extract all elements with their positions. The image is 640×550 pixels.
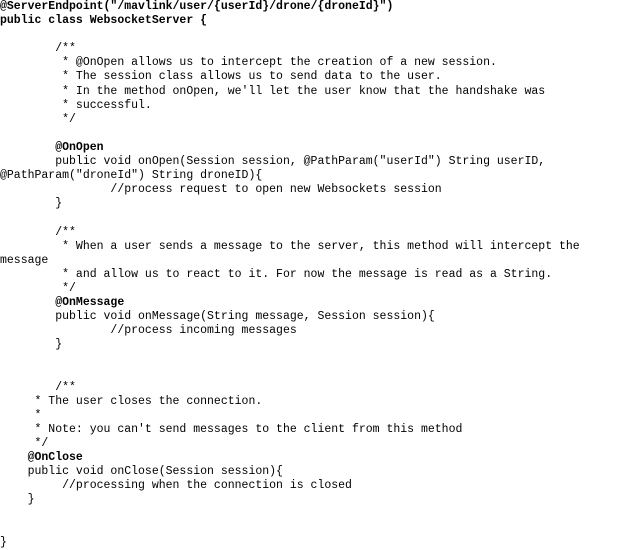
code-line xyxy=(0,507,640,521)
code-line: * The session class allows us to send data to the user. xyxy=(0,70,442,84)
code-line xyxy=(0,28,640,42)
code-line-annotation: @ServerEndpoint("/mavlink/user/{userId}/drone/{droneId}") xyxy=(0,0,394,13)
code-line-annotation: @OnClose xyxy=(0,451,83,464)
code-line: } xyxy=(0,338,63,352)
code-line xyxy=(0,211,640,225)
code-line xyxy=(0,127,640,141)
code-line: /** xyxy=(0,380,76,394)
code-line: @PathParam("droneId") String droneID){ xyxy=(0,169,263,183)
code-line: * When a user sends a message to the server, this method will intercept the xyxy=(0,239,580,253)
code-line: //processing when the connection is closed xyxy=(0,479,352,493)
code-line: * The user closes the connection. xyxy=(0,394,263,408)
code-line: public void onMessage(String message, Session session){ xyxy=(0,310,435,324)
code-line xyxy=(0,366,640,380)
code-line: } xyxy=(0,493,35,507)
code-line: message xyxy=(0,253,49,267)
code-line: * xyxy=(0,408,42,422)
code-line-annotation: @OnOpen xyxy=(0,140,104,154)
code-line: * Note: you can't send messages to the client from this method xyxy=(0,422,463,436)
code-line: public void onClose(Session session){ xyxy=(0,465,283,479)
code-line: * and allow us to react to it. For now the message is read as a String. xyxy=(0,267,553,281)
code-line xyxy=(0,352,640,366)
code-line: //process incoming messages xyxy=(0,324,297,338)
code-line: } xyxy=(0,197,63,211)
code-line: * successful. xyxy=(0,98,152,112)
code-line: /** xyxy=(0,225,76,239)
code-line: //process request to open new Websockets session xyxy=(0,183,442,197)
code-line: /** xyxy=(0,42,76,56)
code-line: * In the method onOpen, we'll let the user know that the handshake was xyxy=(0,84,546,98)
code-line: } xyxy=(0,535,7,549)
code-line-annotation: @OnMessage xyxy=(0,295,125,309)
code-line: public void onOpen(Session session, @PathParam("userId") String userID, xyxy=(0,155,546,169)
code-line: */ xyxy=(0,281,76,295)
code-line: */ xyxy=(0,436,49,450)
code-line: * @OnOpen allows us to intercept the creation of a new session. xyxy=(0,56,497,70)
code-line-annotation: public class WebsocketServer { xyxy=(0,14,208,28)
code-line xyxy=(0,521,640,535)
code-line: */ xyxy=(0,112,76,126)
